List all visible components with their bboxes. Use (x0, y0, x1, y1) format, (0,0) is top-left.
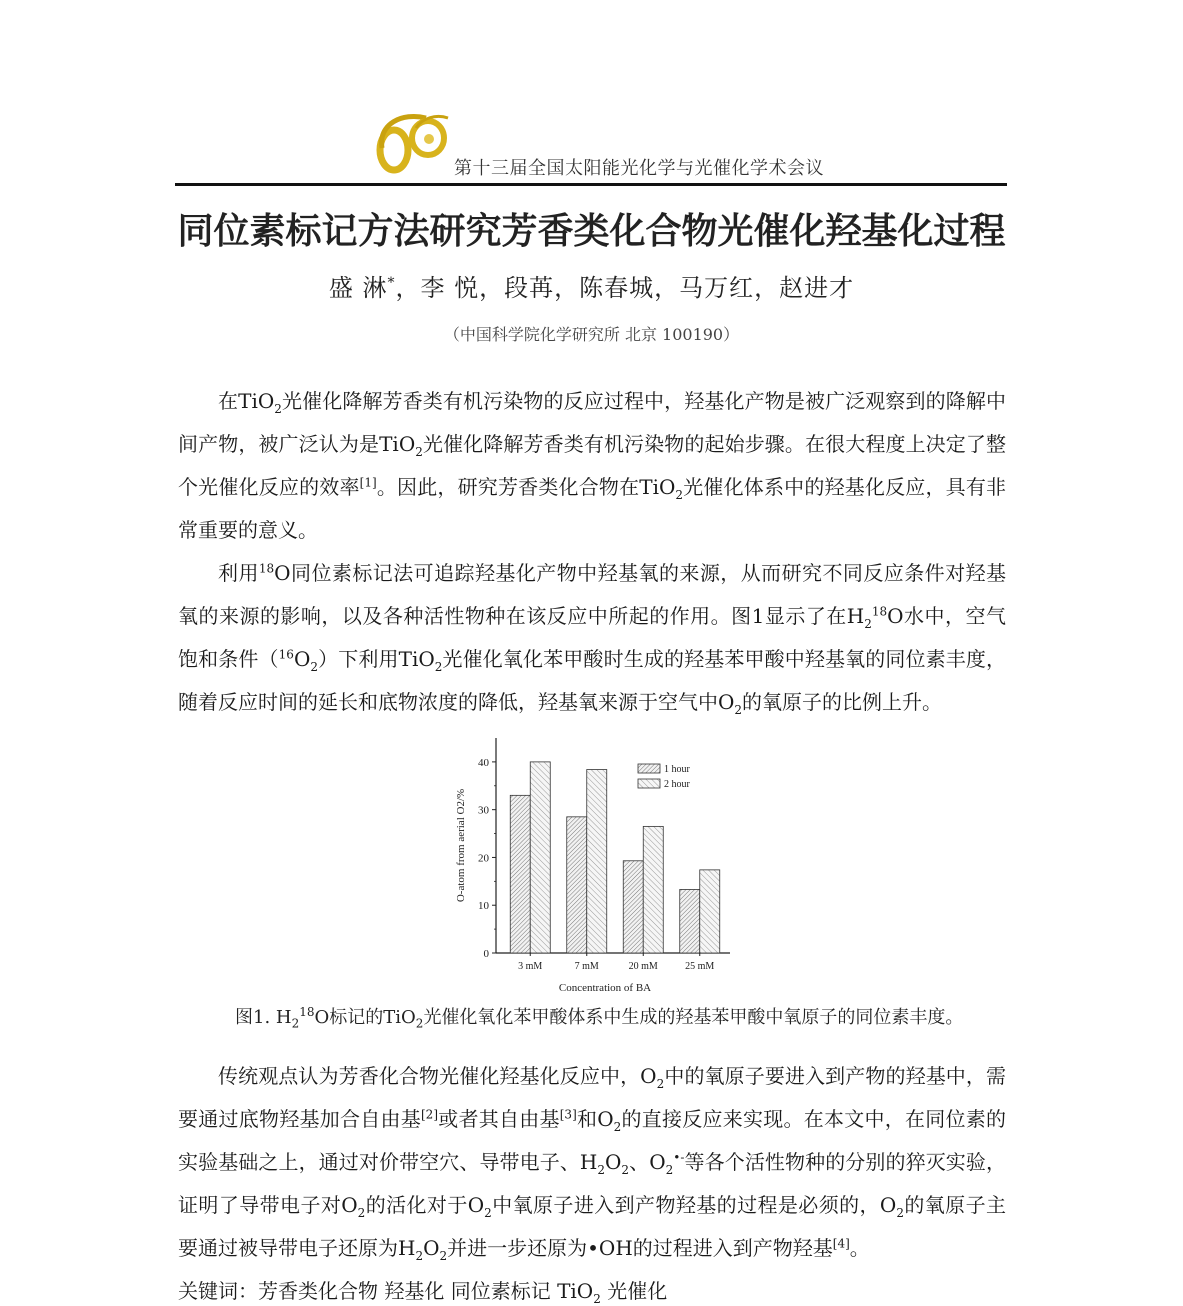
x-tick-label: 3 mM (518, 961, 543, 972)
caption-sub: 2 (291, 1016, 300, 1031)
caption-sub: 2 (415, 1016, 424, 1031)
citation-2: [2] (421, 1107, 438, 1122)
y-tick-label: 20 (478, 852, 489, 865)
p3-text-a: 传统观点认为芳香化合物光催化羟基化反应中，O (218, 1064, 657, 1088)
p3-sup: •- (673, 1150, 685, 1165)
p3-sub: 2 (484, 1206, 492, 1220)
p3-text-l: O (423, 1236, 440, 1260)
header-rule (175, 183, 1007, 186)
caption-text-a: 图1. H (235, 1007, 292, 1028)
paragraph-3 (178, 1055, 1006, 1270)
bar-1-hour-7-mM (567, 817, 587, 953)
x-axis-label: Concentration of BA (558, 982, 652, 994)
x-tick-label: 25 mM (685, 961, 715, 972)
p3-sub: 2 (357, 1206, 366, 1220)
bar-2-hour-3-mM (530, 762, 550, 953)
keywords-sub: 2 (593, 1292, 601, 1306)
paper-title: 同位素标记方法研究芳香类化合物光催化羟基化过程 (177, 211, 1006, 252)
p1-sub: 2 (415, 445, 423, 459)
legend-swatch (638, 764, 660, 773)
p2-text-g: 的氧原子的比例上升。 (742, 690, 943, 714)
conference-title: 第十三届全国太阳能光化学与光催化学术会议 (454, 158, 824, 179)
keywords-text-b: 光催化 (600, 1279, 668, 1303)
p3-text-j: 中氧原子进入到产物羟基的过程是必须的，O (491, 1193, 897, 1217)
p1-text-e: 光催化体系中的羟基化反应，具有非常重要的意义。 (178, 475, 1007, 542)
bar-2-hour-20-mM (643, 826, 663, 953)
bar-1-hour-20-mM (623, 861, 643, 953)
p2-text-a: 利用 (218, 561, 259, 585)
p3-text-f: O (605, 1150, 622, 1174)
bar-2-hour-7-mM (587, 770, 607, 953)
p1-sub: 2 (274, 402, 282, 416)
p3-text-n: 。 (849, 1236, 870, 1260)
legend-label: 1 hour (664, 764, 690, 775)
p3-text-c: 或者其自由基 (438, 1107, 560, 1131)
y-tick-label: 40 (478, 756, 489, 769)
p1-text-a: 在TiO (218, 389, 275, 413)
keywords (178, 1275, 667, 1304)
p2-sub: 2 (434, 660, 443, 674)
p3-text-e: 的直接反应来实现。在本文中，在同位素的实验基础之上，通过对价带空穴、导带电子、H (178, 1107, 1007, 1174)
p3-text-m: 并进一步还原为•OH的过程进入到产物羟基 (447, 1236, 833, 1260)
p3-text-h: 等各个活性物种的分别的猝灭实验，证明了导带电子对O (178, 1150, 1006, 1217)
p2-text-b: O同位素标记法可追踪羟基化产物中羟基氧的来源，从而研究不同反应条件对羟基氧的来源的影响，以及各种活性物种在该反应中所起的作用。图1显示了在H (178, 561, 1006, 628)
paragraph-2 (178, 552, 1006, 724)
bar-2-hour-25-mM (700, 870, 720, 953)
p1-sub: 2 (675, 488, 684, 502)
y-tick-label: 10 (478, 900, 489, 913)
caption-sup: 18 (299, 1005, 315, 1019)
figure-caption (235, 1003, 963, 1029)
author-rest: ，李 悦，段苒，陈春城，马万红，赵进才 (395, 274, 855, 302)
p3-sub: 2 (656, 1077, 665, 1091)
p3-sub: 2 (621, 1163, 630, 1177)
author-prefix: 盛 (328, 274, 363, 302)
legend-swatch (638, 779, 660, 788)
y-tick-label: 0 (483, 948, 489, 960)
bar-chart (438, 730, 738, 995)
author-list (0, 268, 1183, 303)
p3-sub: 2 (613, 1120, 622, 1134)
figure-1 (438, 730, 738, 995)
author-name-1: 淋 (362, 274, 388, 302)
corresponding-mark: * (387, 275, 396, 291)
p2-sup: 18 (258, 561, 275, 576)
p3-text-i: 的活化对于O (365, 1193, 485, 1217)
p2-sup: 16 (278, 647, 294, 662)
p2-sub: 2 (864, 617, 872, 631)
p1-text-c: 光催化降解芳香类有机污染物的起始步骤。在很大程度上决定了整个光催化反应的效率 (178, 432, 1006, 499)
p3-text-k: 的氧原子主要通过被导带电子还原为H (178, 1193, 1006, 1260)
p3-sub: 2 (597, 1163, 606, 1177)
caption-text-c: 光催化氧化苯甲酸体系中生成的羟基苯甲酸中氧原子的同位素丰度。 (423, 1007, 964, 1028)
bar-1-hour-3-mM (510, 795, 530, 953)
bar-1-hour-25-mM (680, 889, 700, 953)
p3-sub: 2 (896, 1206, 904, 1220)
p3-text-g: 、O (629, 1150, 666, 1174)
citation-4: [4] (832, 1236, 850, 1251)
p2-text-e: ）下利用TiO (317, 647, 435, 671)
x-tick-label: 7 mM (574, 961, 599, 972)
paragraph-1 (178, 380, 1006, 552)
p1-text-d: 。因此，研究芳香类化合物在TiO (376, 475, 676, 499)
p1-text-b: 光催化降解芳香类有机污染物的反应过程中，羟基化产物是被广泛观察到的降解中间产物，被广泛认为是TiO (178, 389, 1006, 456)
p2-text-d: O (293, 647, 311, 671)
p3-text-d: 和O (576, 1107, 614, 1131)
p3-sub: 2 (665, 1163, 674, 1177)
y-tick-label: 30 (478, 804, 489, 817)
y-axis-label: O-atom from aerial O2/% (455, 788, 467, 903)
x-tick-label: 20 mM (628, 961, 658, 972)
citation-3: [3] (559, 1107, 577, 1122)
p2-sub: 2 (310, 660, 318, 674)
p2-text-c: O水中，空气饱和条件（ (178, 604, 1006, 671)
p3-sub: 2 (415, 1249, 424, 1263)
citation-1: [1] (359, 475, 377, 490)
affiliation: （中国科学院化学研究所 北京 100190） (443, 325, 740, 344)
caption-text-b: O标记的TiO (314, 1007, 416, 1028)
p2-text-f: 光催化氧化苯甲酸时生成的羟基苯甲酸中羟基氧的同位素丰度，随着反应时间的延长和底物浓度的降低，羟基氧来源于空气中O (178, 647, 1007, 714)
p2-sup: 18 (871, 604, 888, 619)
p3-sub: 2 (439, 1249, 448, 1263)
p3-text-b: 中的氧原子要进入到产物的羟基中，需要通过底物羟基加合自由基 (178, 1064, 1007, 1131)
conference-logo (372, 104, 452, 180)
keywords-text-a: 关键词：芳香类化合物 羟基化 同位素标记 TiO (178, 1279, 594, 1303)
p2-sub: 2 (734, 703, 743, 717)
legend-label: 2 hour (664, 779, 690, 790)
